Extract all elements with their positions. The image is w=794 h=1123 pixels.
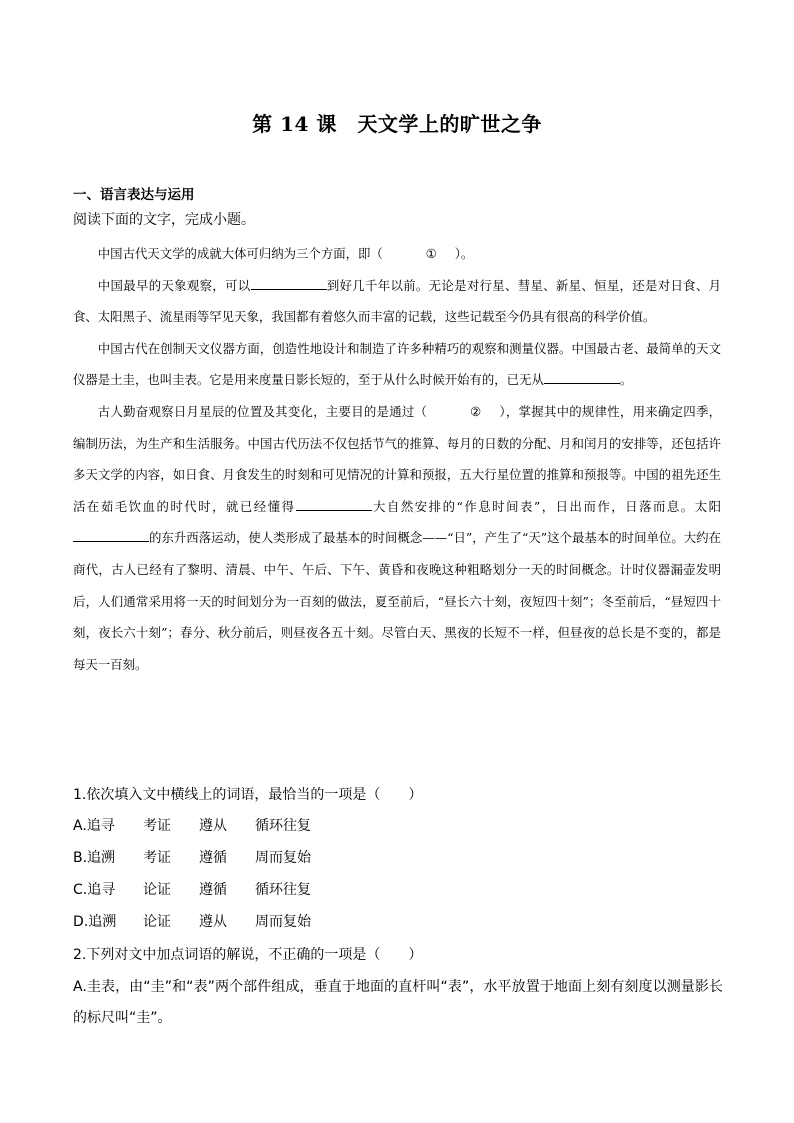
option-word: 遵从 [199, 818, 227, 834]
paragraph-4 [73, 396, 721, 680]
paragraph-text: ），掌握其中的规律性，用来确定四季，编制历法，为生产和生活服务。中国古代历法不仅包括节气的推算、每月的日数的分配、月和闰月的安排等，还包括许多天文学的内容，如日食、月食发生的时刻和可见情况的计算和预报，五大行星位置的推算和预报等。中国的祖先还生活在茹毛饮血的时代时，就已经懂得 [73, 403, 722, 514]
paragraph-text: ）。 [454, 246, 474, 261]
paragraph-text: 的东升西落运动，使人类形成了最基本的时间概念——“日”，产生了“天”这个最基本的时间单位。大约在商代，古人已经有了黎明、清晨、中午、午后、下午、黄昏和夜晚这种粗略划分一天的时间概念。计时仪器漏壶发明后，人们通常采用将一天的时间划分为一百刻的做法，夏至前后，“昼长六十刻，夜短四十刻”；冬至前后，“昼短四十刻，夜长六十刻”；春分、秋分前后，则昼夜各五十刻。尽管白天、黑夜的长短不一样，但昼夜的总长是不变的，都是每天一百刻。 [73, 530, 721, 672]
question-1-options [73, 810, 311, 938]
blank-marker-1: ① [425, 246, 437, 261]
option-word: 遵从 [199, 914, 227, 930]
fill-blank [73, 529, 149, 542]
question-2-option-a[interactable]: A.圭表，由“圭”和“表”两个部件组成，垂直于地面的直杆叫“表”，水平放置于地面上刻有刻度以测量影长的标尺叫“圭”。 [73, 979, 723, 1026]
option-b[interactable] [73, 842, 311, 874]
reading-passage [73, 238, 721, 680]
blank-marker-2: ② [470, 403, 482, 419]
option-a[interactable] [73, 810, 311, 842]
option-word: 遵循 [199, 850, 227, 866]
paragraph-text: 中国古代在创制天文仪器方面，创造性地设计和制造了许多种精巧的观察和测量仪器。中国最古老、最简单的天文仪器是土圭，也叫圭表。它是用来度量日影长短的，至于从什么时候开始有的，已无从 [73, 340, 721, 388]
fill-blank [251, 277, 327, 290]
option-word: 周而复始 [255, 914, 311, 930]
instruction-text: 阅读下面的文字，完成小题。 [73, 212, 255, 228]
option-c[interactable] [73, 874, 311, 906]
page-title: 第 14 课 天文学上的旷世之争 [252, 112, 542, 136]
paragraph-3 [73, 333, 721, 396]
paragraph-2 [73, 270, 721, 333]
option-d[interactable] [73, 906, 311, 938]
option-word: 循环往复 [255, 882, 311, 898]
option-word: 论证 [143, 882, 171, 898]
option-word: B.追溯 [73, 850, 116, 866]
option-word: 循环往复 [255, 818, 311, 834]
option-word: 考证 [143, 818, 171, 834]
fill-blank [544, 371, 620, 384]
paragraph-text: 中国最早的天象观察，可以 [97, 277, 251, 293]
paragraph-text: 古人勤奋观察日月星辰的位置及其变化，主要目的是通过（ [97, 403, 428, 419]
option-word: 考证 [143, 850, 171, 866]
option-word: 周而复始 [255, 850, 311, 866]
paragraph-text: 中国古代天文学的成就大体可归纳为三个方面，即（ [97, 246, 383, 261]
fill-blank [296, 498, 372, 511]
option-word: 遵循 [199, 882, 227, 898]
option-word: D.追溯 [73, 914, 117, 930]
option-word: A.追寻 [73, 818, 115, 834]
paragraph-text: 大自然安排的“作息时间表”，日出而作，日落而息。太阳 [371, 498, 722, 514]
paragraph-text: 到好几千年以前。无论是对行星、彗星、新星、恒星，还是对日食、月食、太阳黑子、流星雨等罕见天象，我国都有着悠久而丰富的记载，这些记载至今仍具有很高的科学价值。 [73, 277, 722, 325]
paragraph-1 [73, 238, 721, 270]
question-2-stem: 2.下列对文中加点词语的解说，不正确的一项是（ ） [73, 947, 423, 963]
paragraph-text: 。 [619, 372, 633, 388]
option-word: 论证 [143, 914, 171, 930]
question-1-stem: 1.依次填入文中横线上的词语，最恰当的一项是（ ） [73, 787, 423, 803]
option-word: C.追寻 [73, 882, 116, 898]
section-heading: 一、语言表达与运用 [73, 187, 195, 203]
